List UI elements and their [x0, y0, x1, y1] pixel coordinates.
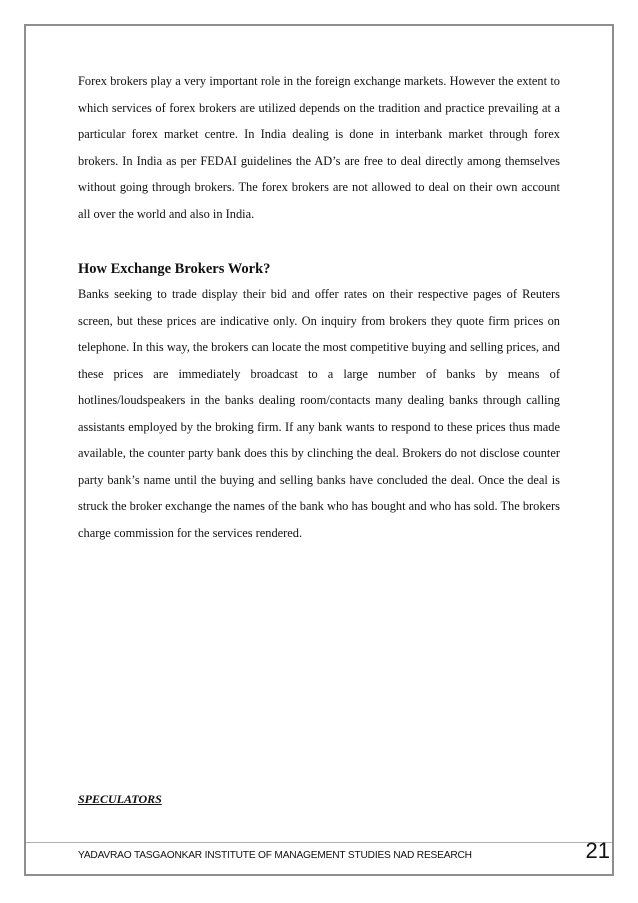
page-content: [78, 68, 560, 546]
intro-paragraph: Forex brokers play a very important role in the foreign exchange markets. However the extent to which services of forex brokers are utilized depends on the tradition and practice prevailing at a particular forex market centre. In India dealing is done in interbank market through forex brokers. In India as per FEDAI guidelines the AD’s are free to deal directly among themselves without going through brokers. The forex brokers are not allowed to deal on their own account all over the world and also in India.: [78, 74, 560, 221]
footer-divider: [26, 842, 612, 843]
speculators-heading: SPECULATORS: [78, 792, 162, 806]
page-number: 21: [585, 838, 610, 863]
footer-institute: YADAVRAO TASGAONKAR INSTITUTE OF MANAGEMENT STUDIES NAD RESEARCH: [78, 850, 472, 861]
brokers-paragraph: Banks seeking to trade display their bid and offer rates on their respective pages of Reuters screen, but these prices are indicative only. On inquiry from brokers they quote firm prices on telephone. In this way, the brokers can locate the most competitive buying and selling prices, and these prices are immediately broadcast to a large number of banks by means of hotlines/loudspeakers in the banks dealing room/contacts many dealing banks through calling assistants employed by the broking firm. If any bank wants to respond to these prices thus made available, the counter party bank does this by clinching the deal. Brokers do not disclose counter party bank’s name until the buying and selling banks have concluded the deal. Once the deal is struck the broker exchange the names of the bank who has bought and who has sold. The brokers charge commission for the services rendered.: [78, 287, 560, 540]
section-heading: How Exchange Brokers Work?: [78, 261, 271, 277]
